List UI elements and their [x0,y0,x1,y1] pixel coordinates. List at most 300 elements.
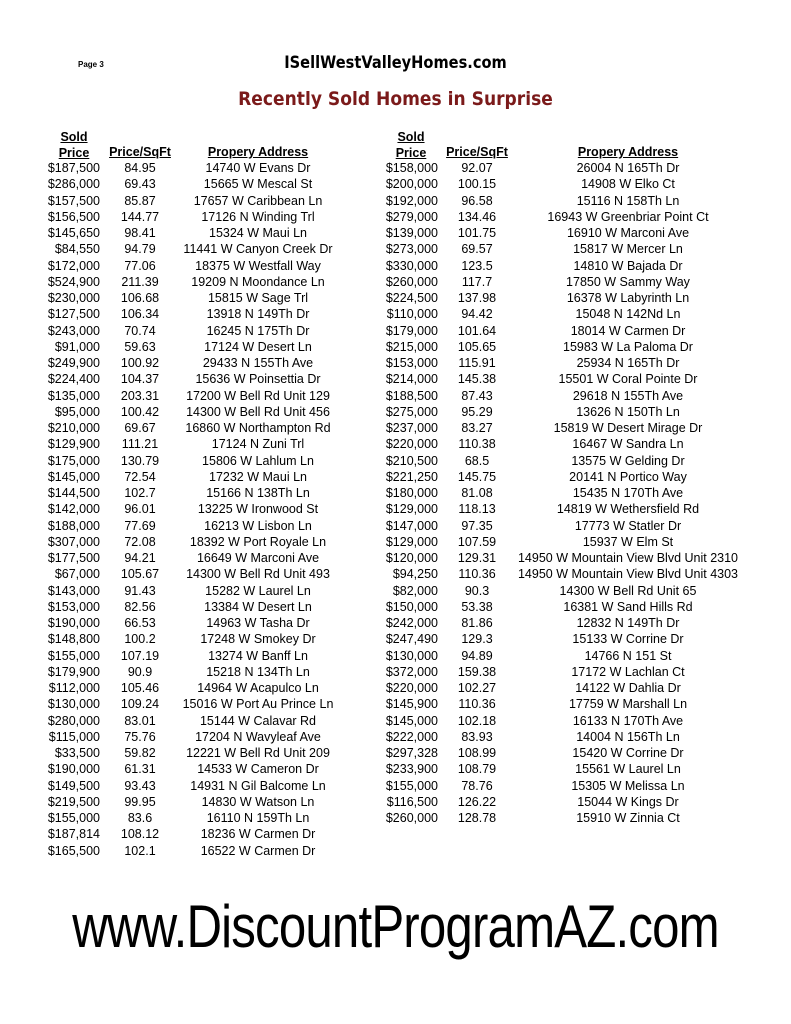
property-address: 14964 W Acapulco Ln [197,681,319,695]
table-row [0,371,791,387]
property-address: 15048 N 142Nd Ln [575,307,681,322]
property-address: 14931 N Gil Balcome Ln [190,778,326,793]
table-row [0,615,791,631]
sold-price: $91,000 [54,339,100,354]
sold-price: $127,500 [47,307,100,322]
price-per-sqft: 144.77 [120,209,160,224]
sold-price: $260,000 [385,811,438,825]
property-address: 15937 W Elm St [582,534,674,549]
property-address: 15044 W Kings Dr [577,794,679,809]
price-per-sqft: 107.19 [120,648,160,663]
price-per-sqft: 90.3 [464,583,490,598]
sold-price: $260,000 [385,274,438,289]
property-address: 16649 W Marconi Ave [196,551,320,565]
price-per-sqft: 69.67 [124,421,156,435]
table-row [0,631,791,647]
price-per-sqft: 105.46 [120,681,160,695]
right-sales-table [0,160,791,826]
sold-price: $129,900 [47,437,100,452]
property-address: 15665 W Mescal St [203,177,313,192]
property-address: 17248 W Smokey Dr [200,632,316,647]
price-per-sqft: 145.38 [457,372,497,387]
right-price-label: Price [395,146,427,160]
property-address: 19209 N Moondance Ln [191,274,325,289]
sold-price: $297,328 [385,746,438,760]
property-address: 16381 W Sand Hills Rd [563,599,693,614]
right-price-sqft-header: Price/SqFt [446,145,508,159]
price-per-sqft: 211.39 [121,274,159,289]
table-row [0,843,391,859]
property-address: 15218 N 134Th Ln [206,664,310,679]
property-address: 14819 W Wethersfield Rd [556,502,700,517]
property-address: 17657 W Caribbean Ln [193,193,323,208]
property-address: 14122 W Dahlia Dr [575,681,681,695]
price-per-sqft: 83.27 [461,421,493,435]
price-per-sqft: 59.82 [124,746,156,760]
sold-price: $145,000 [385,713,438,728]
price-per-sqft: 94.89 [461,648,493,663]
sold-price: $110,000 [386,307,438,322]
sold-price: $130,000 [385,648,438,663]
price-per-sqft: 102.1 [124,843,156,858]
sold-price: $142,000 [47,502,100,517]
price-per-sqft: 128.78 [457,811,497,825]
sold-price: $120,000 [385,551,438,565]
table-row [0,160,791,176]
price-per-sqft: 108.12 [120,827,160,842]
sold-price: $145,650 [47,226,100,240]
property-address: 14963 W Tasha Dr [206,616,310,630]
sold-price: $116,500 [386,794,438,809]
left-price-label: Price [58,146,90,160]
property-address: 13225 W Ironwood St [197,502,319,517]
sold-price: $222,000 [385,729,438,744]
sold-price: $180,000 [385,486,438,500]
table-row [0,404,791,420]
table-row [0,664,791,680]
property-address: 15324 W Maui Ln [209,226,307,240]
sold-price: $175,000 [47,453,100,468]
price-per-sqft: 110.36 [458,567,496,582]
sold-price: $153,000 [47,599,100,614]
price-per-sqft: 105.67 [120,567,160,582]
sold-price: $286,000 [47,177,100,192]
sold-price: $150,000 [385,599,438,614]
sold-price: $247,490 [385,632,438,647]
price-per-sqft: 93.43 [124,778,156,793]
sold-price: $188,500 [385,388,438,403]
page-number: Page 3 [78,60,104,69]
property-address: 17172 W Lachlan Ct [571,664,685,679]
property-address: 14004 N 156Th Ln [576,729,680,744]
property-address: 18014 W Carmen Dr [570,323,686,338]
sold-price: $243,000 [47,323,100,338]
price-per-sqft: 81.86 [461,616,493,630]
sold-price: $330,000 [385,258,438,273]
sold-price: $130,000 [47,697,100,712]
price-per-sqft: 129.3 [461,632,493,647]
sold-price: $155,000 [47,648,100,663]
table-row [0,501,791,517]
property-address: 15116 N 158Th Ln [576,193,680,208]
sold-price: $210,500 [385,453,438,468]
table-row [0,241,791,257]
price-per-sqft: 100.42 [120,404,160,419]
price-per-sqft: 98.41 [124,226,156,240]
sold-price: $273,000 [385,242,438,257]
price-per-sqft: 115.91 [458,356,496,370]
sold-price: $242,000 [385,616,438,630]
table-row [0,339,791,355]
price-per-sqft: 61.31 [124,762,156,777]
table-row [0,583,791,599]
table-row [0,355,791,371]
sold-price: $179,900 [47,664,100,679]
price-per-sqft: 75.76 [124,729,156,744]
property-address: 16522 W Carmen Dr [200,843,316,858]
sold-price: $224,400 [47,372,100,387]
sold-price: $115,000 [48,729,100,744]
property-address: 29433 N 155Th Ave [202,356,314,370]
table-row [0,729,791,745]
price-per-sqft: 92.07 [461,161,493,175]
left-sold-price-header [48,129,100,161]
property-address: 17232 W Maui Ln [209,469,307,484]
property-address: 14830 W Watson Ln [201,794,315,809]
table-row [0,436,791,452]
property-address: 17200 W Bell Rd Unit 129 [186,388,330,403]
price-per-sqft: 90.9 [127,664,153,679]
property-address: 20141 N Portico Way [569,469,687,484]
property-address: 18392 W Port Royale Ln [189,534,327,549]
price-per-sqft: 96.01 [124,502,156,517]
price-per-sqft: 106.34 [120,307,160,322]
sold-price: $524,900 [47,274,100,289]
table-row [0,388,791,404]
sold-price: $200,000 [385,177,438,192]
sold-price: $177,500 [47,551,100,565]
sold-price: $156,500 [47,209,100,224]
property-address: 15910 W Zinnia Ct [576,811,680,825]
sold-price: $139,000 [385,226,438,240]
property-address: 15501 W Coral Pointe Dr [558,372,698,387]
property-address: 12832 N 149Th Dr [576,616,680,630]
sold-price: $237,000 [385,421,438,435]
table-row [0,225,791,241]
price-per-sqft: 203.31 [120,388,160,403]
sold-price: $230,000 [47,291,100,305]
price-per-sqft: 81.08 [461,486,493,500]
sold-price: $112,000 [48,681,100,695]
sold-price: $145,000 [47,469,100,484]
table-row [0,209,791,225]
property-address: 15282 W Laurel Ln [205,583,311,598]
sold-price: $215,000 [385,339,438,354]
price-per-sqft: 68.5 [464,453,490,468]
property-address: 13384 W Desert Ln [204,599,312,614]
price-per-sqft: 82.56 [124,599,156,614]
price-per-sqft: 95.29 [461,404,493,419]
price-per-sqft: 59.63 [124,339,156,354]
sold-price: $190,000 [47,616,100,630]
sold-price: $224,500 [385,291,438,305]
property-address: 14300 W Bell Rd Unit 456 [186,404,330,419]
property-address: 13575 W Gelding Dr [571,453,685,468]
property-address: 16213 W Lisbon Ln [204,518,312,533]
property-address: 16943 W Greenbriar Point Ct [547,209,709,224]
table-row [0,745,791,761]
sold-price: $155,000 [385,778,438,793]
property-address: 25934 N 165Th Dr [576,356,680,370]
property-address: 17124 N Zuni Trl [211,437,305,452]
sold-price: $220,000 [385,681,438,695]
sold-price: $129,000 [385,534,438,549]
sold-price: $192,000 [385,193,438,208]
table-row [0,485,791,501]
price-per-sqft: 109.24 [120,697,160,712]
price-per-sqft: 87.43 [461,388,493,403]
property-address: 15435 N 170Th Ave [572,486,684,500]
property-address: 16467 W Sandra Ln [572,437,684,452]
price-per-sqft: 129.31 [457,551,497,565]
sold-price: $145,900 [385,697,438,712]
price-per-sqft: 107.59 [457,534,497,549]
property-address: 16110 N 159Th Ln [206,811,310,825]
table-row [0,810,791,826]
sold-price: $187,500 [47,161,100,175]
property-address: 14300 W Bell Rd Unit 493 [186,567,330,582]
price-per-sqft: 72.54 [124,469,156,484]
price-per-sqft: 101.64 [457,323,497,338]
price-per-sqft: 77.06 [124,258,156,273]
price-per-sqft: 130.79 [120,453,160,468]
sold-price: $129,000 [385,502,438,517]
table-row [0,534,791,550]
price-per-sqft: 102.7 [124,486,156,500]
left-address-header: Propery Address [207,145,309,159]
sold-price: $372,000 [385,664,438,679]
price-per-sqft: 101.75 [457,226,497,240]
sold-price: $249,900 [47,356,100,370]
property-address: 16910 W Marconi Ave [566,226,690,240]
sold-price: $233,900 [385,762,438,777]
right-sold-price-header [384,129,438,161]
footer-url[interactable]: www.DiscountProgramAZ.com [72,893,719,960]
property-address: 15806 W Lahlum Ln [202,453,314,468]
property-address: 15983 W La Paloma Dr [563,339,693,354]
price-per-sqft: 108.99 [457,746,497,760]
property-address: 14533 W Cameron Dr [197,762,319,777]
sold-price: $172,000 [47,258,100,273]
property-address: 14766 N 151 St [584,648,672,663]
property-address: 16860 W Northampton Rd [185,421,331,435]
table-row [0,469,791,485]
property-address: 15636 W Poinsettia Dr [195,372,321,387]
sold-price: $143,000 [47,583,100,598]
table-row [0,258,791,274]
property-address: 16133 N 170Th Ave [572,713,684,728]
table-row [0,778,791,794]
price-per-sqft: 70.74 [124,323,156,338]
price-per-sqft: 100.15 [457,177,497,192]
sold-price: $158,000 [385,161,438,175]
sold-price: $144,500 [47,486,100,500]
property-address: 13918 N 149Th Dr [206,307,310,322]
property-address: 13626 N 150Th Ln [576,404,680,419]
property-address: 17204 N Wavyleaf Ave [195,729,321,744]
price-per-sqft: 100.2 [124,632,156,647]
sold-price: $165,500 [47,843,100,858]
property-address: 14908 W Elko Ct [581,177,675,192]
sold-price: $280,000 [47,713,100,728]
left-price-sqft-header: Price/SqFt [109,145,171,159]
property-address: 17124 W Desert Ln [204,339,312,354]
sold-price: $279,000 [385,209,438,224]
price-per-sqft: 72.08 [124,534,156,549]
sold-price: $148,800 [47,632,100,647]
property-address: 16245 N 175Th Dr [206,323,310,338]
price-per-sqft: 111.21 [121,437,159,452]
sold-price: $275,000 [385,404,438,419]
price-per-sqft: 83.01 [124,713,156,728]
price-per-sqft: 83.6 [127,811,153,825]
table-row [0,794,791,810]
price-per-sqft: 53.38 [461,599,493,614]
property-address: 14740 W Evans Dr [205,161,311,175]
sold-price: $187,814 [47,827,100,842]
price-per-sqft: 102.27 [457,681,497,695]
price-per-sqft: 106.68 [120,291,160,305]
property-address: 12221 W Bell Rd Unit 209 [186,746,330,760]
table-row [0,761,791,777]
price-per-sqft: 77.69 [124,518,156,533]
sold-price: $82,000 [392,583,438,598]
table-row [0,696,791,712]
sold-price: $94,250 [392,567,438,582]
table-row [0,550,791,566]
property-address: 15144 W Calavar Rd [199,713,317,728]
table-row [0,453,791,469]
table-row [0,323,791,339]
property-address: 18375 W Westfall Way [195,258,321,273]
sold-price: $210,000 [47,421,100,435]
property-address: 15817 W Mercer Ln [573,242,683,257]
property-address: 14810 W Bajada Dr [573,258,683,273]
table-row [0,274,791,290]
price-per-sqft: 110.38 [458,437,496,452]
property-address: 15133 W Corrine Dr [572,632,684,647]
sold-price: $214,000 [385,372,438,387]
property-address: 17850 W Sammy Way [566,274,690,289]
price-per-sqft: 105.65 [457,339,497,354]
table-row [0,290,791,306]
price-per-sqft: 100.92 [120,356,160,370]
price-per-sqft: 83.93 [461,729,493,744]
right-sold-label: Sold [397,130,425,144]
price-per-sqft: 118.13 [458,502,496,517]
property-address: 16378 W Labyrinth Ln [566,291,690,305]
property-address: 15420 W Corrine Dr [572,746,684,760]
price-per-sqft: 126.22 [457,794,497,809]
price-per-sqft: 159.38 [457,664,497,679]
property-address: 15166 N 138Th Ln [206,486,310,500]
sold-price: $84,550 [54,242,100,257]
table-row [0,193,791,209]
price-per-sqft: 91.43 [124,583,156,598]
property-address: 14950 W Mountain View Blvd Unit 4303 [517,567,739,582]
price-per-sqft: 110.36 [458,697,496,712]
table-row [0,680,791,696]
property-address: 13274 W Banff Ln [208,648,308,663]
sold-price: $219,500 [47,794,100,809]
price-per-sqft: 96.58 [461,193,493,208]
price-per-sqft: 104.37 [120,372,160,387]
property-address: 14300 W Bell Rd Unit 65 [559,583,697,598]
sold-price: $220,000 [385,437,438,452]
page-title: Recently Sold Homes in Surprise [238,88,553,110]
right-address-header: Propery Address [577,145,679,159]
sold-price: $221,250 [385,469,438,484]
price-per-sqft: 102.18 [457,713,497,728]
price-per-sqft: 94.79 [124,242,156,257]
price-per-sqft: 69.43 [124,177,156,192]
price-per-sqft: 94.21 [124,551,156,565]
property-address: 18236 W Carmen Dr [200,827,316,842]
price-per-sqft: 108.79 [457,762,497,777]
price-per-sqft: 78.76 [461,778,493,793]
price-per-sqft: 97.35 [461,518,493,533]
property-address: 15561 W Laurel Ln [575,762,681,777]
sold-price: $307,000 [47,534,100,549]
price-per-sqft: 94.42 [461,307,493,322]
sold-price: $188,000 [47,518,100,533]
table-row [0,306,791,322]
property-address: 11441 W Canyon Creek Dr [183,242,333,257]
sold-price: $179,000 [385,323,438,338]
price-per-sqft: 123.5 [461,258,493,273]
table-row [0,518,791,534]
price-per-sqft: 69.57 [461,242,493,257]
left-sold-label: Sold [60,130,88,144]
property-address: 15016 W Port Au Prince Ln [182,697,334,712]
sold-price: $149,500 [47,778,100,793]
price-per-sqft: 84.95 [124,161,156,175]
price-per-sqft: 66.53 [124,616,156,630]
property-address: 15305 W Melissa Ln [571,778,685,793]
sold-price: $190,000 [47,762,100,777]
price-per-sqft: 137.98 [457,291,497,305]
table-row [0,648,791,664]
property-address: 14950 W Mountain View Blvd Unit 2310 [517,551,739,565]
table-row [0,599,791,615]
property-address: 17126 N Winding Trl [201,209,315,224]
property-address: 17759 W Marshall Ln [568,697,688,712]
table-row [0,420,791,436]
price-per-sqft: 134.46 [457,209,497,224]
sold-price: $95,000 [54,404,100,419]
price-per-sqft: 117.7 [461,274,493,289]
property-address: 26004 N 165Th Dr [576,161,680,175]
property-address: 17773 W Statler Dr [574,518,682,533]
table-row [0,713,791,729]
sold-price: $33,500 [54,746,100,760]
sold-price: $135,000 [47,388,100,403]
price-per-sqft: 99.95 [124,794,156,809]
table-row [0,176,791,192]
sold-price: $153,000 [385,356,438,370]
sold-price: $147,000 [385,518,438,533]
site-name: ISellWestValleyHomes.com [284,53,507,73]
